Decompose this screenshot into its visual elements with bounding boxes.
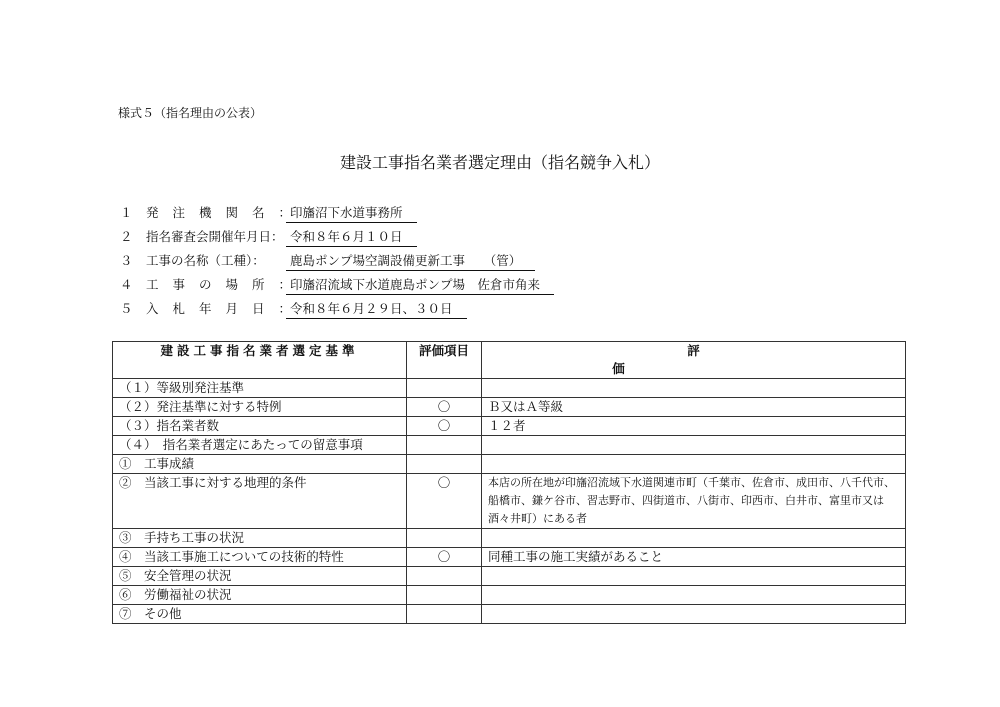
form-number: 様式５（指名理由の公表） xyxy=(118,106,263,120)
table-header-row xyxy=(113,342,906,379)
table-row xyxy=(113,474,906,529)
info-label-work-name: 工事の名称（工種）： xyxy=(146,253,265,268)
info-number: ４ xyxy=(120,277,133,292)
criterion-cell: （４） 指名業者選定にあたっての留意事項 xyxy=(113,436,407,455)
evaluation-mark-cell: 〇 xyxy=(407,398,482,417)
evaluation-mark-cell xyxy=(407,567,482,586)
evaluation-mark-cell: 〇 xyxy=(407,474,482,529)
table-body xyxy=(113,379,906,624)
criterion-cell: （１）等級別発注基準 xyxy=(113,379,407,398)
criterion-cell: （２）発注基準に対する特例 xyxy=(113,398,407,417)
table-row xyxy=(113,586,906,605)
evaluation-cell xyxy=(482,436,906,455)
criterion-cell: ③ 手持ち工事の状況 xyxy=(113,529,407,548)
info-number: ５ xyxy=(120,301,133,316)
evaluation-cell: １２者 xyxy=(482,417,906,436)
info-value-work-place: 印旛沼流域下水道鹿島ポンプ場 佐倉市角来 xyxy=(286,275,554,295)
table-row xyxy=(113,436,906,455)
evaluation-mark-cell xyxy=(407,436,482,455)
criterion-cell: ② 当該工事に対する地理的条件 xyxy=(113,474,407,529)
header-evaluation: 評価 xyxy=(482,342,906,379)
info-value-bid-date: 令和８年６月２９日、３０日 xyxy=(286,299,467,319)
table-row xyxy=(113,529,906,548)
table-row xyxy=(113,548,906,567)
evaluation-mark-cell: 〇 xyxy=(407,548,482,567)
evaluation-cell xyxy=(482,567,906,586)
header-criteria: 建設工事指名業者選定基準 xyxy=(113,342,407,379)
selection-criteria-table xyxy=(112,341,906,624)
info-label-agency: 発注機関名： xyxy=(146,205,306,220)
info-value-work-name: 鹿島ポンプ場空調設備更新工事 （管） xyxy=(286,251,535,271)
table-row xyxy=(113,455,906,474)
evaluation-cell xyxy=(482,455,906,474)
info-label-review-date: 指名審査会開催年月日： xyxy=(146,229,284,244)
evaluation-mark-cell xyxy=(407,529,482,548)
info-number: ３ xyxy=(120,253,133,268)
info-value-agency: 印旛沼下水道事務所 xyxy=(286,203,417,223)
evaluation-cell: Ｂ又はＡ等級 xyxy=(482,398,906,417)
criterion-cell: （３）指名業者数 xyxy=(113,417,407,436)
criterion-cell: ⑤ 安全管理の状況 xyxy=(113,567,407,586)
evaluation-mark-cell xyxy=(407,605,482,624)
evaluation-cell xyxy=(482,529,906,548)
info-number: １ xyxy=(120,205,133,220)
evaluation-cell xyxy=(482,379,906,398)
criterion-cell: ④ 当該工事施工についての技術的特性 xyxy=(113,548,407,567)
info-label-work-place: 工事の場所： xyxy=(146,277,306,292)
table-row xyxy=(113,379,906,398)
table-row xyxy=(113,605,906,624)
evaluation-mark-cell xyxy=(407,455,482,474)
evaluation-mark-cell xyxy=(407,379,482,398)
table-row xyxy=(113,398,906,417)
header-evaluation-item: 評価項目 xyxy=(407,342,482,379)
info-label-bid-date: 入札年月日： xyxy=(146,301,306,316)
evaluation-mark-cell xyxy=(407,586,482,605)
table-row xyxy=(113,567,906,586)
info-number: ２ xyxy=(120,229,133,244)
evaluation-cell: 本店の所在地が印旛沼流域下水道関連市町（千葉市、佐倉市、成田市、八千代市、船橋市、鎌ケ谷市、習志野市、四街道市、八街市、印西市、白井市、富里市又は酒々井町）にある者 xyxy=(482,474,906,529)
evaluation-cell: 同種工事の施工実績があること xyxy=(482,548,906,567)
criterion-cell: ⑦ その他 xyxy=(113,605,407,624)
evaluation-cell xyxy=(482,586,906,605)
document-title: 建設工事指名業者選定理由（指名競争入札） xyxy=(339,153,660,172)
info-value-review-date: 令和８年６月１０日 xyxy=(286,227,417,247)
evaluation-mark-cell: 〇 xyxy=(407,417,482,436)
criterion-cell: ⑥ 労働福祉の状況 xyxy=(113,586,407,605)
table-row xyxy=(113,417,906,436)
criterion-cell: ① 工事成績 xyxy=(113,455,407,474)
evaluation-cell xyxy=(482,605,906,624)
